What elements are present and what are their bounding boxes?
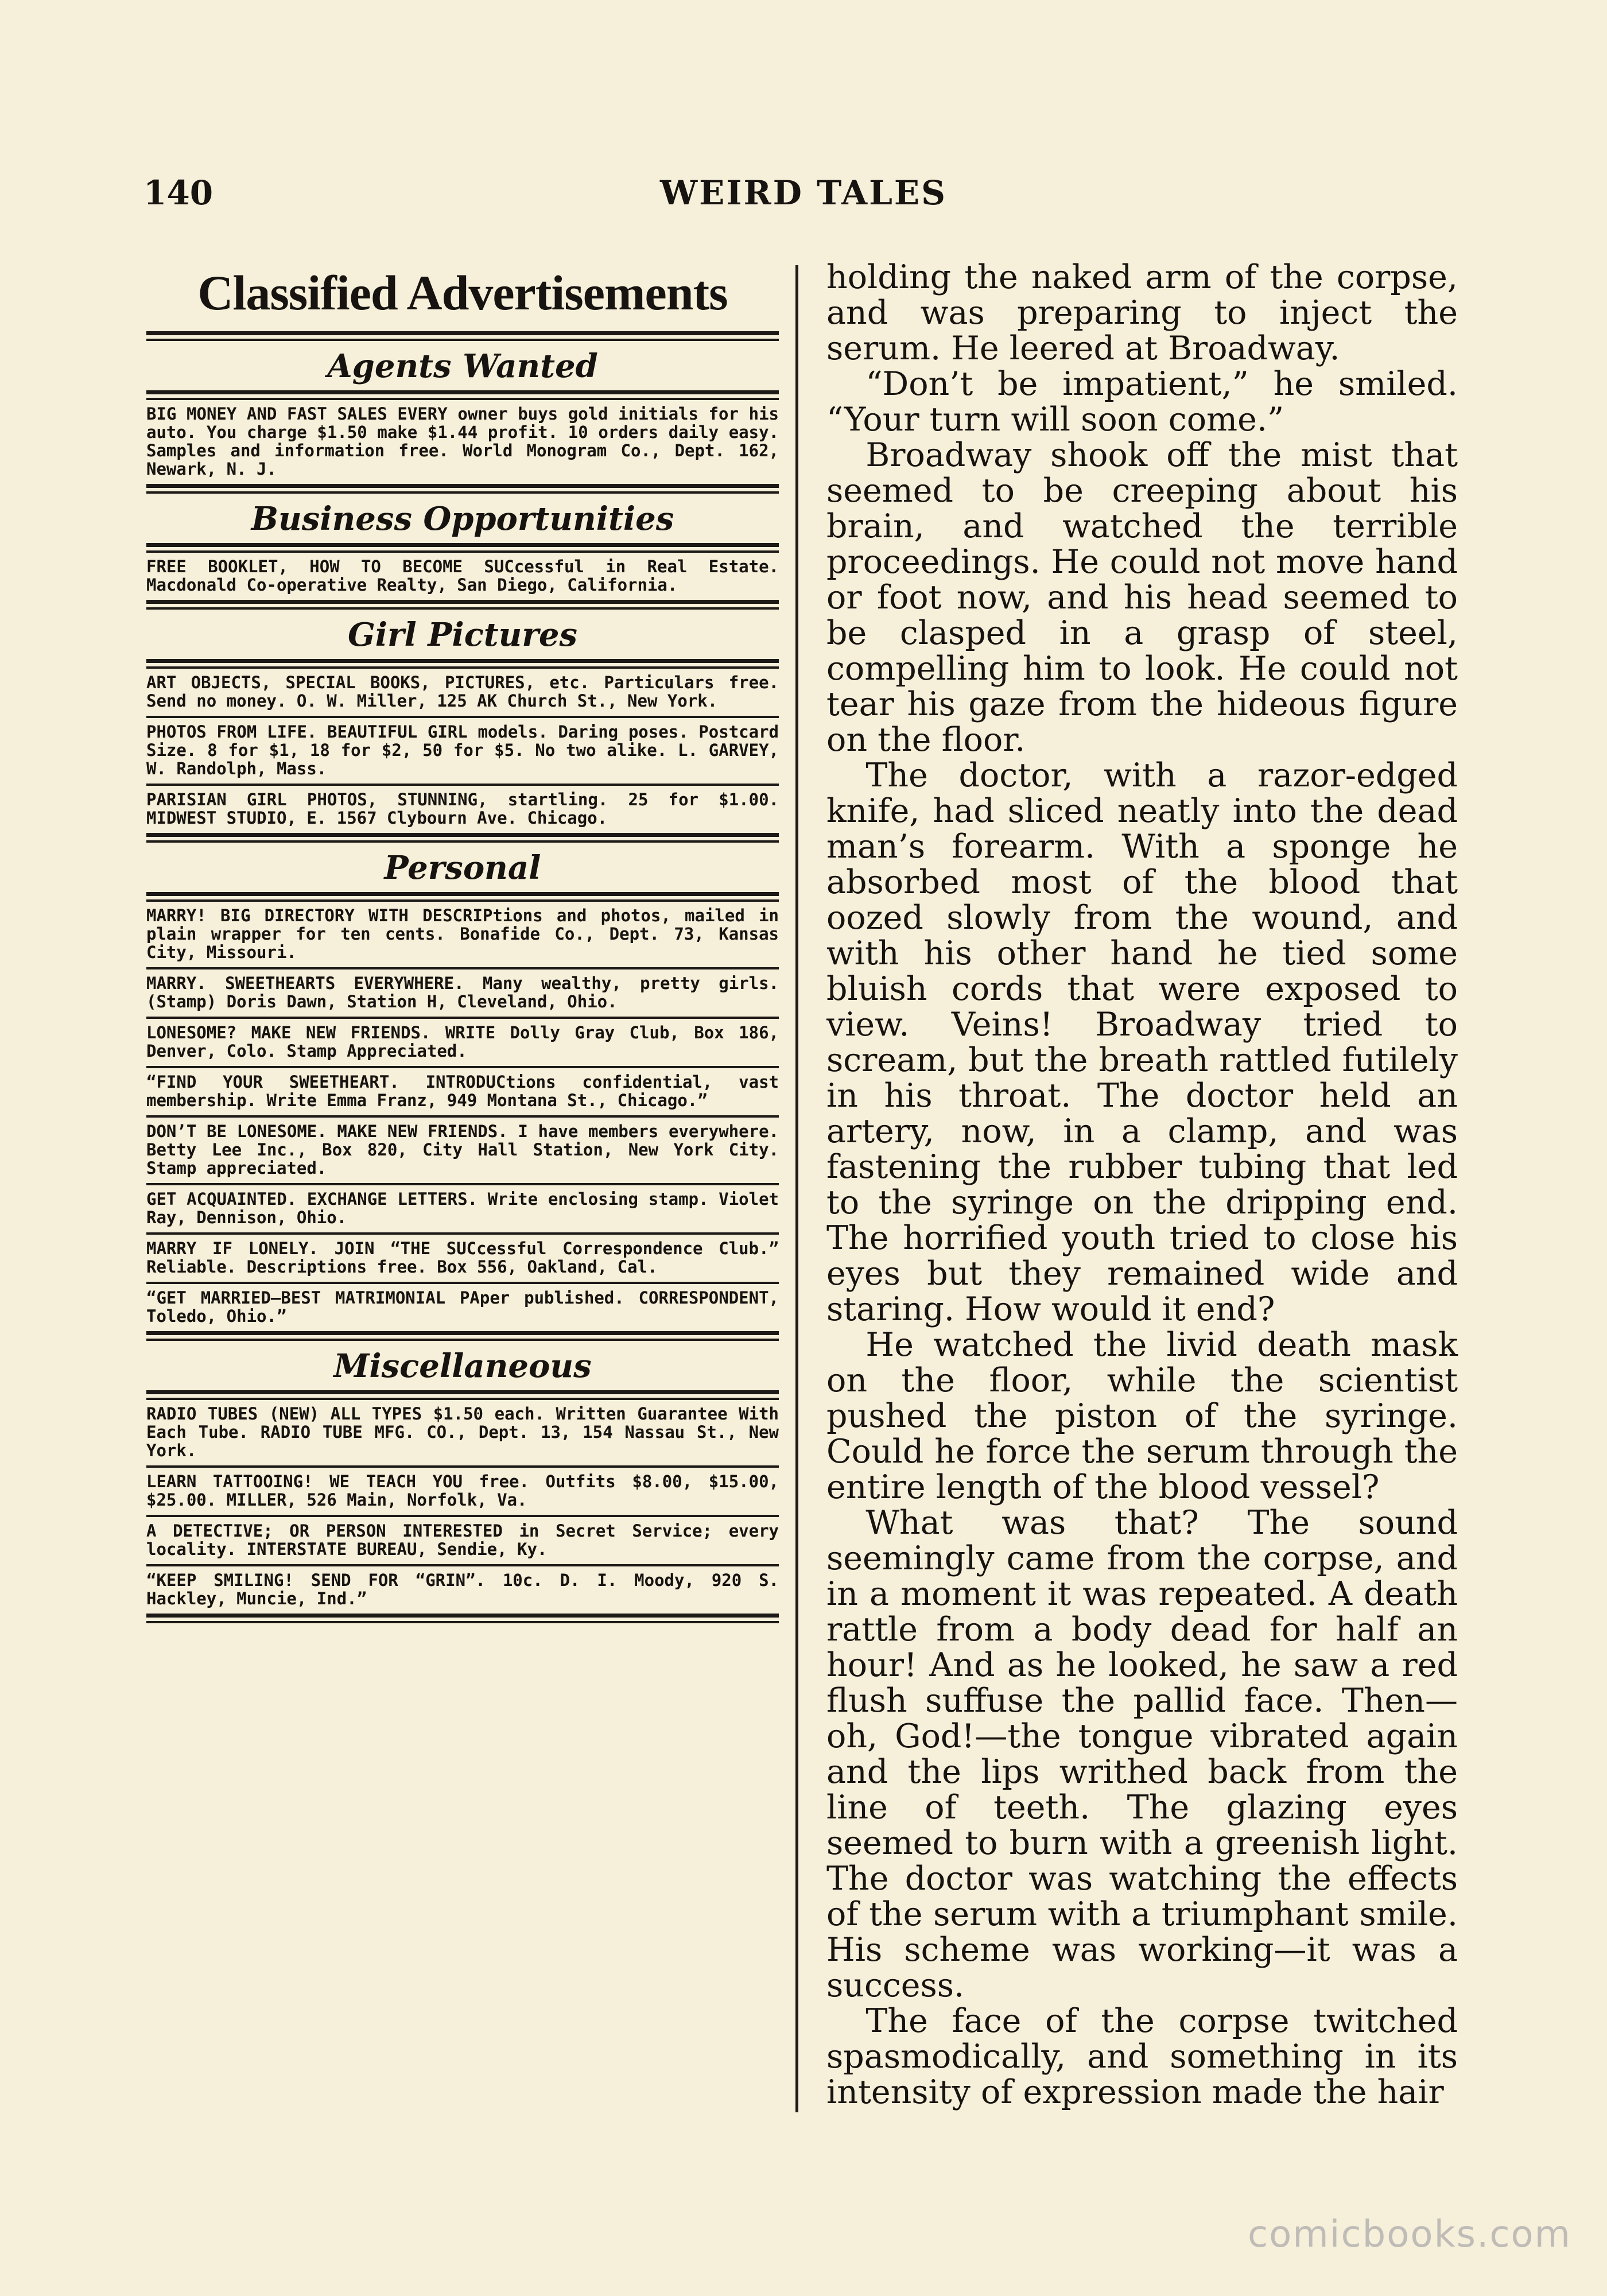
category-heading-rule	[146, 390, 779, 400]
story-paragraph: “Don’t be impatient,” he smiled. “Your turn will soon come.”	[826, 365, 1458, 439]
classified-ads-column	[146, 261, 779, 1623]
category-heading-rule	[146, 1390, 779, 1400]
category-rule	[146, 484, 779, 494]
classified-ad: BIG MONEY AND FAST SALES EVERY owner buys gold initials for his auto. You charge $1.50 make $1.44 profit. 10 orders daily easy. Samples and information free. World Monogram Co., Dept. 162, Newark, N. J.	[146, 404, 779, 479]
category-rule	[146, 600, 779, 610]
classified-ads-title: Classified Advertisements	[197, 265, 728, 320]
classified-ad: “GET MARRIED—BEST MATRIMONIAL PAper published. CORRESPONDENT, Toledo, Ohio.”	[146, 1282, 779, 1331]
classified-ad: MARRY! BIG DIRECTORY WITH DESCRIPtions and photos, mailed in plain wrapper for ten cents. Bonafide Co., Dept. 73, Kansas City, Missouri.	[146, 906, 779, 962]
classified-ad: GET ACQUAINTED. EXCHANGE LETTERS. Write enclosing stamp. Violet Ray, Dennison, Ohio.	[146, 1183, 779, 1232]
category-rule	[146, 833, 779, 843]
classified-ad: DON’T BE LONESOME. MAKE NEW FRIENDS. I have members everywhere. Betty Lee Inc., Box 820, City Hall Station, New York City. Stamp appreciated.	[146, 1115, 779, 1183]
page-number: 140	[143, 173, 214, 212]
classified-ad: MARRY. SWEETHEARTS EVERYWHERE. Many wealthy, pretty girls. (Stamp) Doris Dawn, Station H, Cleveland, Ohio.	[146, 967, 779, 1017]
classified-ad: LONESOME? MAKE NEW FRIENDS. WRITE Dolly Gray Club, Box 186, Denver, Colo. Stamp Appreciated.	[146, 1017, 779, 1066]
classified-ad: PHOTOS FROM LIFE. BEAUTIFUL GIRL models. Daring poses. Postcard Size. 8 for $1, 18 for $2, 50 for $5. No two alike. L. GARVEY, W. Randolph, Mass.	[146, 716, 779, 784]
category-heading-rule	[146, 659, 779, 669]
category-rule	[146, 331, 779, 341]
classified-ad: PARISIAN GIRL PHOTOS, STUNNING, startling. 25 for $1.00. MIDWEST STUDIO, E. 1567 Clybourn Ave. Chicago.	[146, 784, 779, 833]
story-paragraph: Broadway shook off the mist that seemed to be creeping about his brain, and watched the terrible proceedings. He could not move hand or foot now, and his head seemed to be clasped in a grasp of steel, compelling him to look. He could not tear his gaze from the hideous figure on the floor.	[826, 436, 1458, 759]
category-heading: Personal	[384, 849, 541, 887]
category-heading-rule	[146, 543, 779, 553]
story-column	[826, 259, 1458, 2110]
ad-categories	[146, 331, 779, 1623]
story-paragraph: The doctor, with a razor-edged knife, had sliced neatly into the dead man’s forearm. With a sponge he absorbed most of the blood that oozed slowly from the wound, and with his other hand he tied some bluish cords that were exposed to view. Veins! Broadway tried to scream, but the breath rattled futilely in his throat. The doctor held an artery, now, in a clamp, and was fastening the rubber tubing that led to the syringe on the dripping end. The horrified youth tried to close his eyes but they remained wide and staring. How would it end?	[826, 757, 1458, 1328]
classified-ad: “KEEP SMILING! SEND FOR “GRIN”. 10c. D. I. Moody, 920 S. Hackley, Muncie, Ind.”	[146, 1564, 779, 1614]
classified-ad: “FIND YOUR SWEETHEART. INTRODUCtions confidential, vast membership. Write Emma Franz, 949 Montana St., Chicago.”	[146, 1066, 779, 1115]
category-rule	[146, 1331, 779, 1341]
column-divider	[795, 265, 798, 2112]
ads-end-rule	[146, 1614, 779, 1623]
story-paragraph: He watched the livid death mask on the floor, while the scientist pushed the piston of the syringe. Could he force the serum through the entire length of the blood vessel?	[826, 1326, 1458, 1506]
classified-ad: A DETECTIVE; OR PERSON INTERESTED in Secret Service; every locality. INTERSTATE BUREAU, Sendie, Ky.	[146, 1515, 779, 1564]
story-paragraph: holding the naked arm of the corpse, and was preparing to inject the serum. He leered at Broadway.	[826, 258, 1458, 367]
category-heading: Business Opportunities	[251, 500, 674, 538]
category-heading-rule	[146, 892, 779, 902]
classified-ad: RADIO TUBES (NEW) ALL TYPES $1.50 each. Written Guarantee With Each Tube. RADIO TUBE MFG. CO., Dept. 13, 154 Nassau St., New York.	[146, 1404, 779, 1460]
category-heading: Agents Wanted	[327, 347, 598, 385]
classified-ad: FREE BOOKLET, HOW TO BECOME SUCcessful in Real Estate. Macdonald Co-operative Realty, San Diego, California.	[146, 557, 779, 595]
category-heading: Girl Pictures	[347, 616, 578, 654]
story-paragraph: What was that? The sound seemingly came from the corpse, and in a moment it was repeated. A death rattle from a body dead for half an hour! And as he looked, he saw a red flush suffuse the pallid face. Then—oh, God!—the tongue vibrated again and the lips writhed back from the line of teeth. The glazing eyes seemed to burn with a greenish light. The doctor was watching the effects of the serum with a triumphant smile. His scheme was working—it was a success.	[826, 1504, 1458, 2004]
watermark: comicbooks.com	[1247, 2213, 1571, 2256]
magazine-title: WEIRD TALES	[659, 173, 948, 212]
story-paragraph: The face of the corpse twitched spasmodically, and something in its intensity of expression made the hair	[826, 2002, 1458, 2111]
category-heading: Miscellaneous	[333, 1347, 592, 1385]
classified-ad: LEARN TATTOOING! WE TEACH YOU free. Outfits $8.00, $15.00, $25.00. MILLER, 526 Main, Norfolk, Va.	[146, 1465, 779, 1515]
classified-ad: ART OBJECTS, SPECIAL BOOKS, PICTURES, etc. Particulars free. Send no money. O. W. Miller, 125 AK Church St., New York.	[146, 673, 779, 711]
classified-ad: MARRY IF LONELY. JOIN “THE SUCcessful Correspondence Club.” Reliable. Descriptions free. Box 556, Oakland, Cal.	[146, 1232, 779, 1282]
